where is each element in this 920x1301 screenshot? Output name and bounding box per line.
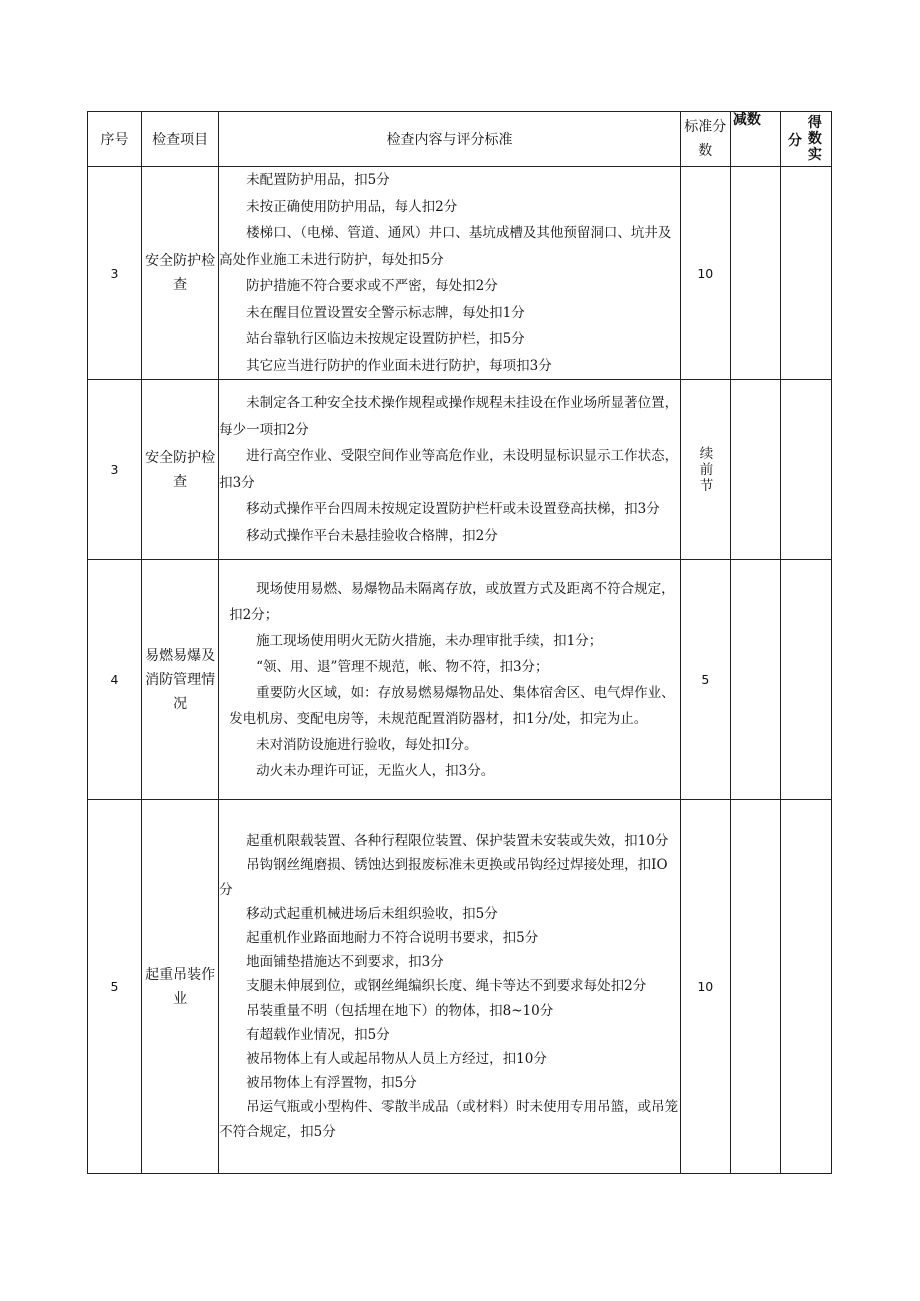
row-content [219, 167, 681, 380]
row-number: 4 [88, 560, 142, 800]
criterion-line: 吊运气瓶或小型构件、零散半成品（或材料）时未使用专用吊篮，或吊笼不符合规定，扣5分 [219, 1099, 679, 1140]
criterion-line: 动火未办理许可证，无监火人，扣3分。 [256, 762, 495, 779]
row-item: 易燃易爆及消防管理情况 [142, 560, 219, 800]
row-standard-score: 续前节 [680, 380, 730, 560]
row-standard-score: 10 [680, 167, 730, 380]
criterion-line: 有超载作业情况，扣5分 [246, 1026, 390, 1043]
header-standard-score-label: 标准分数 [684, 119, 727, 159]
row-number: 3 [88, 380, 142, 560]
criterion-line: 重要防火区域，如：存放易燃易爆物品处、集体宿舍区、电气焊作业、发电机房、变配电房等，未规范配置消防器材，扣1分/处，扣完为止。 [229, 684, 675, 727]
criterion-line: “领、用、退”管理不规范，帐、物不符，扣3分； [256, 658, 549, 675]
row-actual-score-cell[interactable] [780, 800, 831, 1174]
row-content [219, 560, 681, 800]
row-deduction-cell[interactable] [730, 380, 780, 560]
criterion-line: 起重机限载装置、各种行程限位装置、保护装置未安装或失效，扣10分 [246, 833, 669, 850]
row-item: 安全防护检查 [142, 380, 219, 560]
row-deduction-cell[interactable] [730, 167, 780, 380]
criterion-line: 移动式操作平台四周未按规定设置防护栏杆或未设置登高扶梯，扣3分 [246, 501, 660, 517]
criterion-line: 施工现场使用明火无防火措施，未办理审批手续，扣1分； [256, 632, 603, 649]
header-no: 序号 [88, 112, 142, 167]
criterion-line: 站台靠轨行区临边未按规定设置防护栏，扣5分 [246, 331, 525, 347]
criterion-line: 未制定各工种安全技术操作规程或操作规程未挂设在作业场所显著位置，每少一项扣2分 [219, 395, 679, 438]
header-actual-label-b: 得数实 [807, 115, 822, 163]
criterion-line: 现场使用易燃、易爆物品未隔离存放，或放置方式及距离不符合规定，扣2分； [229, 580, 675, 623]
criterion-line: 防护措施不符合要求或不严密，每处扣2分 [246, 278, 498, 294]
criterion-line: 支腿未伸展到位，或钢丝绳编织长度、绳卡等达不到要求每处扣2分 [246, 978, 647, 995]
row-standard-score: 10 [680, 800, 730, 1174]
row-number: 3 [88, 167, 142, 380]
criterion-line: 楼梯口、（电梯、管道、通风）井口、基坑成槽及其他预留洞口、坑井及高处作业施工未进行防护，每处扣5分 [219, 225, 672, 268]
table-header-row [88, 112, 832, 167]
row-actual-score-cell[interactable] [780, 560, 831, 800]
criterion-line: 进行高空作业、受限空间作业等高危作业，未设明显标识显示工作状态，扣3分 [219, 448, 679, 491]
criterion-line: 被吊物体上有浮置物，扣5分 [246, 1075, 417, 1092]
table-row [88, 560, 832, 800]
header-deduction [730, 112, 780, 167]
header-actual-score [780, 112, 831, 167]
row-number: 5 [88, 800, 142, 1174]
criterion-line: 未按正确使用防护用品，每人扣2分 [246, 198, 458, 215]
table-row [88, 167, 832, 380]
criterion-line: 移动式起重机械进场后未组织验收，扣5分 [246, 905, 498, 922]
header-deduction-label: 减数 [732, 112, 761, 128]
row-deduction-cell[interactable] [730, 800, 780, 1174]
row-item: 安全防护检查 [142, 167, 219, 380]
header-actual-label-a: 分 [787, 133, 802, 149]
row-item: 起重吊装作业 [142, 800, 219, 1174]
row-actual-score-cell[interactable] [780, 167, 831, 380]
criterion-line: 未对消防设施进行验收，每处扣I分。 [256, 736, 478, 753]
criterion-line: 起重机作业路面地耐力不符合说明书要求，扣5分 [246, 929, 539, 946]
row-standard-score: 5 [680, 560, 730, 800]
row-content [219, 800, 681, 1174]
criterion-line: 未配置防护用品，扣5分 [246, 172, 390, 188]
row-actual-score-cell[interactable] [780, 380, 831, 560]
criterion-line: 地面铺垫措施达不到要求，扣3分 [246, 954, 444, 971]
criterion-line: 吊钩钢丝绳磨损、锈蚀达到报废标准未更换或吊钩经过焊接处理，扣IO分 [219, 857, 668, 898]
table-row [88, 800, 832, 1174]
row-content [219, 380, 681, 560]
criterion-line: 移动式操作平台未悬挂验收合格牌，扣2分 [246, 527, 498, 544]
table-row [88, 380, 832, 560]
criterion-line: 被吊物体上有人或起吊物从人员上方经过，扣10分 [246, 1051, 547, 1067]
row-deduction-cell[interactable] [730, 560, 780, 800]
header-content: 检查内容与评分标准 [219, 112, 681, 167]
criterion-line: 其它应当进行防护的作业面未进行防护，每项扣3分 [246, 357, 552, 374]
header-standard-score [680, 112, 730, 167]
inspection-table [87, 111, 832, 1174]
header-item: 检查项目 [142, 112, 219, 167]
criterion-line: 未在醒目位置设置安全警示标志牌，每处扣1分 [246, 304, 525, 321]
criterion-line: 吊装重量不明（包括埋在地下）的物体，扣8~10分 [246, 1002, 554, 1019]
